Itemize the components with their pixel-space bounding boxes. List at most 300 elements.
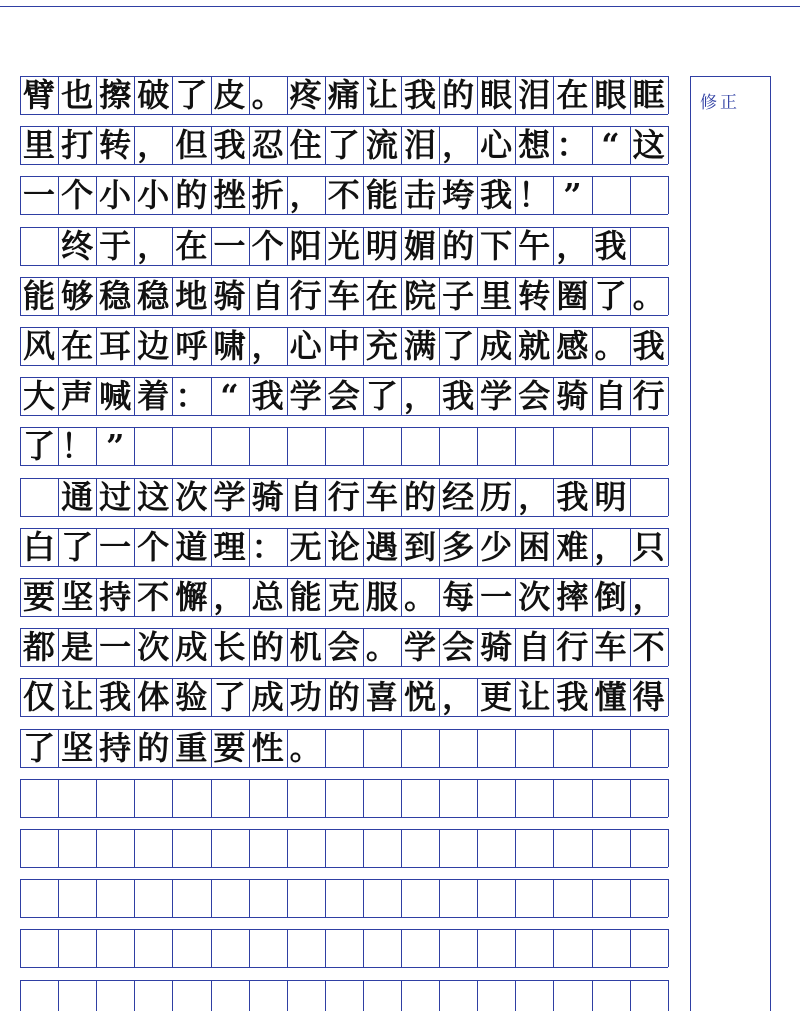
essay-char: 我 bbox=[556, 477, 589, 516]
essay-char: 地 bbox=[175, 276, 208, 315]
essay-char: 难 bbox=[556, 527, 589, 566]
grid-cell-divider bbox=[592, 929, 593, 967]
essay-char: 痛 bbox=[327, 76, 360, 114]
essay-char: 了 bbox=[213, 678, 246, 717]
grid-cell-divider bbox=[20, 879, 21, 917]
essay-char: ！ bbox=[61, 427, 94, 466]
essay-char: 车 bbox=[327, 276, 360, 315]
essay-char: 转 bbox=[99, 126, 132, 165]
essay-char: 也 bbox=[61, 76, 94, 114]
essay-char: 光 bbox=[327, 226, 360, 265]
grid-cell-divider bbox=[58, 929, 59, 967]
grid-row-bottom bbox=[20, 666, 668, 667]
essay-char: 是 bbox=[61, 628, 94, 667]
essay-char: 让 bbox=[518, 678, 551, 717]
essay-char: 体 bbox=[137, 678, 170, 717]
essay-char: ” bbox=[105, 427, 125, 466]
essay-char: 让 bbox=[365, 76, 398, 114]
grid-cell-divider bbox=[249, 929, 250, 967]
grid-row-bottom bbox=[20, 415, 668, 416]
grid-cell-divider bbox=[134, 779, 135, 817]
grid-cell-divider bbox=[211, 779, 212, 817]
essay-char: 耳 bbox=[99, 327, 132, 365]
grid-cell-divider bbox=[58, 879, 59, 917]
grid-cell-divider bbox=[249, 829, 250, 867]
essay-char: 行 bbox=[327, 477, 360, 516]
essay-char: 充 bbox=[365, 327, 398, 365]
essay-char: 擦 bbox=[99, 76, 132, 114]
essay-char: 喜 bbox=[365, 678, 398, 717]
grid-cell-divider bbox=[20, 980, 21, 1011]
essay-char: 成 bbox=[175, 628, 208, 667]
essay-char: 了 bbox=[442, 327, 475, 365]
essay-char: 骑 bbox=[480, 628, 513, 667]
grid-cell-divider bbox=[58, 980, 59, 1011]
essay-char: 功 bbox=[289, 678, 322, 717]
essay-char: 每 bbox=[442, 578, 475, 616]
grid-cell-divider bbox=[553, 879, 554, 917]
grid-cell-divider bbox=[630, 829, 631, 867]
essay-char: 我 bbox=[442, 377, 475, 416]
grid-cell-divider bbox=[401, 980, 402, 1011]
essay-char: 总 bbox=[251, 578, 284, 616]
essay-char: ： bbox=[556, 126, 589, 165]
essay-char: 自 bbox=[251, 276, 284, 315]
grid-cell-divider bbox=[325, 779, 326, 817]
grid-cell-divider bbox=[668, 929, 669, 967]
grid-cell-divider bbox=[172, 829, 173, 867]
essay-char: “ bbox=[601, 126, 620, 165]
essay-char: 都 bbox=[22, 628, 55, 667]
essay-char: 经 bbox=[442, 477, 475, 516]
grid-row-bottom bbox=[20, 566, 668, 567]
essay-char: 里 bbox=[480, 276, 513, 315]
essay-char: 午 bbox=[518, 226, 551, 265]
essay-char: 的 bbox=[327, 678, 360, 717]
essay-char: ， bbox=[251, 327, 284, 365]
essay-char: 。 bbox=[251, 76, 284, 114]
grid-row-bottom bbox=[20, 767, 668, 768]
grid-cell-divider bbox=[515, 779, 516, 817]
grid-cell-divider bbox=[325, 829, 326, 867]
grid-cell-divider bbox=[96, 980, 97, 1011]
grid-row-top bbox=[20, 980, 668, 981]
grid-row-bottom bbox=[20, 516, 668, 517]
essay-char: 骑 bbox=[213, 276, 246, 315]
essay-char: ， bbox=[442, 126, 475, 165]
grid-cell-divider bbox=[401, 779, 402, 817]
essay-char: 成 bbox=[251, 678, 284, 717]
essay-char: 悦 bbox=[403, 678, 436, 717]
grid-cell-divider bbox=[515, 929, 516, 967]
grid-cell-divider bbox=[515, 829, 516, 867]
essay-char: 服 bbox=[365, 578, 398, 616]
essay-char: 一 bbox=[99, 628, 132, 667]
essay-char: 稳 bbox=[137, 276, 170, 315]
essay-char: 呼 bbox=[175, 327, 208, 365]
essay-char: 次 bbox=[518, 578, 551, 616]
grid-cell-divider bbox=[211, 929, 212, 967]
grid-cell-divider bbox=[668, 829, 669, 867]
essay-char: 行 bbox=[632, 377, 665, 416]
essay-char: 倒 bbox=[594, 578, 627, 616]
essay-char: 摔 bbox=[556, 578, 589, 616]
grid-row-bottom bbox=[20, 917, 668, 918]
grid-cell-divider bbox=[325, 879, 326, 917]
essay-char: 大 bbox=[22, 377, 55, 416]
grid-cell-divider bbox=[515, 879, 516, 917]
essay-char: ， bbox=[594, 527, 627, 566]
essay-char: 我 bbox=[403, 76, 436, 114]
essay-char: 明 bbox=[594, 477, 627, 516]
essay-char: 稳 bbox=[99, 276, 132, 315]
essay-char: 困 bbox=[518, 527, 551, 566]
essay-char: 仅 bbox=[22, 678, 55, 717]
essay-char: 明 bbox=[365, 226, 398, 265]
essay-char: 骑 bbox=[251, 477, 284, 516]
essay-char: 。 bbox=[289, 728, 322, 767]
essay-char: 臂 bbox=[22, 76, 55, 114]
essay-char: 会 bbox=[327, 377, 360, 416]
essay-char: 不 bbox=[137, 578, 170, 616]
correction-column-top bbox=[690, 76, 770, 77]
essay-char: 想 bbox=[518, 126, 551, 165]
essay-char: 院 bbox=[403, 276, 436, 315]
essay-char: 的 bbox=[137, 728, 170, 767]
essay-char: 打 bbox=[61, 126, 94, 165]
grid-cell-divider bbox=[439, 779, 440, 817]
grid-row-bottom bbox=[20, 164, 668, 165]
grid-cell-divider bbox=[630, 980, 631, 1011]
essay-char: 持 bbox=[99, 728, 132, 767]
essay-char: 皮 bbox=[213, 76, 246, 114]
grid-cell-divider bbox=[287, 779, 288, 817]
essay-char: 这 bbox=[632, 126, 665, 165]
essay-char: 学 bbox=[213, 477, 246, 516]
correction-column-divider bbox=[690, 76, 691, 1011]
essay-char: 了 bbox=[175, 76, 208, 114]
essay-char: 眼 bbox=[594, 76, 627, 114]
essay-char: 理 bbox=[213, 527, 246, 566]
essay-char: 自 bbox=[594, 377, 627, 416]
grid-row-bottom bbox=[20, 465, 668, 466]
essay-char: 懂 bbox=[594, 678, 627, 717]
essay-char: 我 bbox=[251, 377, 284, 416]
essay-char: 我 bbox=[632, 327, 665, 365]
essay-char: 住 bbox=[289, 126, 322, 165]
grid-cell-divider bbox=[211, 879, 212, 917]
essay-char: 持 bbox=[99, 578, 132, 616]
essay-char: 学 bbox=[289, 377, 322, 416]
essay-char: 长 bbox=[213, 628, 246, 667]
grid-cell-divider bbox=[20, 929, 21, 967]
essay-char: 能 bbox=[289, 578, 322, 616]
essay-char: 要 bbox=[213, 728, 246, 767]
essay-char: ， bbox=[518, 477, 551, 516]
grid-cell-divider bbox=[58, 829, 59, 867]
grid-cell-divider bbox=[439, 829, 440, 867]
grid-cell-divider bbox=[172, 779, 173, 817]
essay-char: 要 bbox=[22, 578, 55, 616]
essay-char: 忍 bbox=[251, 126, 284, 165]
essay-char: 够 bbox=[61, 276, 94, 315]
grid-row-bottom bbox=[20, 817, 668, 818]
grid-cell-divider bbox=[439, 879, 440, 917]
grid-cell-divider bbox=[134, 879, 135, 917]
essay-char: 边 bbox=[137, 327, 170, 365]
essay-char: 挫 bbox=[213, 176, 246, 215]
grid-cell-divider bbox=[668, 980, 669, 1011]
essay-char: ， bbox=[289, 176, 322, 215]
essay-char: 中 bbox=[327, 327, 360, 365]
essay-char: ： bbox=[251, 527, 284, 566]
essay-char: 破 bbox=[137, 76, 170, 114]
grid-cell-divider bbox=[172, 980, 173, 1011]
grid-cell-divider bbox=[211, 829, 212, 867]
grid-cell-divider bbox=[515, 980, 516, 1011]
essay-char: 能 bbox=[365, 176, 398, 215]
grid-cell-divider bbox=[553, 929, 554, 967]
grid-cell-divider bbox=[363, 779, 364, 817]
essay-char: 自 bbox=[518, 628, 551, 667]
essay-char: 车 bbox=[594, 628, 627, 667]
grid-cell-divider bbox=[20, 779, 21, 817]
essay-char: “ bbox=[220, 377, 239, 416]
essay-char: ” bbox=[563, 176, 582, 215]
essay-char: 会 bbox=[518, 377, 551, 416]
essay-char: 阳 bbox=[289, 226, 322, 265]
essay-char: 车 bbox=[365, 477, 398, 516]
essay-char: ， bbox=[137, 126, 170, 165]
essay-char: 机 bbox=[289, 628, 322, 667]
essay-char: 次 bbox=[137, 628, 170, 667]
grid-cell-divider bbox=[592, 879, 593, 917]
grid-cell-divider bbox=[96, 929, 97, 967]
essay-char: 圈 bbox=[556, 276, 589, 315]
grid-cell-divider bbox=[249, 779, 250, 817]
essay-char: 性 bbox=[251, 728, 284, 767]
grid-cell-divider bbox=[401, 879, 402, 917]
essay-char: 媚 bbox=[403, 226, 436, 265]
essay-char: 次 bbox=[175, 477, 208, 516]
essay-char: 我 bbox=[556, 678, 589, 717]
essay-char: 能 bbox=[22, 276, 55, 315]
essay-char: 泪 bbox=[518, 76, 551, 114]
grid-row-bottom bbox=[20, 967, 668, 968]
essay-char: 感 bbox=[556, 327, 589, 365]
grid-cell-divider bbox=[477, 879, 478, 917]
essay-char: 垮 bbox=[442, 176, 475, 215]
grid-cell-divider bbox=[249, 879, 250, 917]
grid-cell-divider bbox=[477, 779, 478, 817]
grid-row-bottom bbox=[20, 365, 668, 366]
grid-row-top bbox=[20, 929, 668, 930]
grid-cell-divider bbox=[96, 879, 97, 917]
essay-char: 。 bbox=[403, 578, 436, 616]
grid-cell-divider bbox=[553, 829, 554, 867]
essay-char: 的 bbox=[403, 477, 436, 516]
essay-char: 终 bbox=[61, 226, 94, 265]
essay-char: 小 bbox=[137, 176, 170, 215]
essay-char: 小 bbox=[99, 176, 132, 215]
essay-char: 更 bbox=[480, 678, 513, 717]
essay-char: 疼 bbox=[289, 76, 322, 114]
grid-row-bottom bbox=[20, 214, 668, 215]
essay-char: 啸 bbox=[213, 327, 246, 365]
essay-char: 行 bbox=[556, 628, 589, 667]
essay-char: 学 bbox=[403, 628, 436, 667]
grid-row-bottom bbox=[20, 114, 668, 115]
essay-char: 骑 bbox=[556, 377, 589, 416]
essay-char: 就 bbox=[518, 327, 551, 365]
essay-char: 眶 bbox=[632, 76, 665, 114]
essay-char: 在 bbox=[61, 327, 94, 365]
essay-char: 一 bbox=[99, 527, 132, 566]
essay-char: 过 bbox=[99, 477, 132, 516]
essay-char: 坚 bbox=[61, 578, 94, 616]
grid-cell-divider bbox=[363, 929, 364, 967]
essay-char: 于 bbox=[99, 226, 132, 265]
essay-char: ， bbox=[213, 578, 246, 616]
essay-char: 通 bbox=[61, 477, 94, 516]
essay-char: 了 bbox=[22, 427, 55, 466]
essay-char: 一 bbox=[480, 578, 513, 616]
grid-cell-divider bbox=[363, 879, 364, 917]
grid-cell-divider bbox=[325, 980, 326, 1011]
essay-char: 个 bbox=[251, 226, 284, 265]
essay-char: 但 bbox=[175, 126, 208, 165]
grid-cell-divider bbox=[287, 980, 288, 1011]
essay-char: 击 bbox=[403, 176, 436, 215]
grid-cell-divider bbox=[439, 980, 440, 1011]
essay-char: 少 bbox=[480, 527, 513, 566]
essay-char: 流 bbox=[365, 126, 398, 165]
essay-char: 了 bbox=[22, 728, 55, 767]
grid-cell-divider bbox=[477, 929, 478, 967]
grid-cell-divider bbox=[553, 980, 554, 1011]
essay-char: 心 bbox=[289, 327, 322, 365]
correction-column-right bbox=[770, 76, 771, 1011]
grid-cell-divider bbox=[668, 879, 669, 917]
essay-char: 在 bbox=[556, 76, 589, 114]
grid-row-bottom bbox=[20, 315, 668, 316]
essay-char: 了 bbox=[327, 126, 360, 165]
essay-char: 无 bbox=[289, 527, 322, 566]
essay-char: 泪 bbox=[403, 126, 436, 165]
essay-char: 论 bbox=[327, 527, 360, 566]
grid-row-bottom bbox=[20, 616, 668, 617]
essay-char: 一 bbox=[22, 176, 55, 215]
essay-char: 懈 bbox=[175, 578, 208, 616]
essay-char: 。 bbox=[632, 276, 665, 315]
essay-char: 得 bbox=[632, 678, 665, 717]
essay-char: 风 bbox=[22, 327, 55, 365]
grid-cell-divider bbox=[477, 980, 478, 1011]
essay-char: 坚 bbox=[61, 728, 94, 767]
essay-char: 多 bbox=[442, 527, 475, 566]
essay-char: ， bbox=[137, 226, 170, 265]
grid-cell-divider bbox=[363, 829, 364, 867]
essay-char: 到 bbox=[403, 527, 436, 566]
essay-char: ： bbox=[175, 377, 208, 416]
essay-char: 这 bbox=[137, 477, 170, 516]
essay-char: 克 bbox=[327, 578, 360, 616]
grid-cell-divider bbox=[96, 829, 97, 867]
grid-row-bottom bbox=[20, 867, 668, 868]
essay-char: 让 bbox=[61, 678, 94, 717]
grid-cell-divider bbox=[172, 879, 173, 917]
essay-char: 里 bbox=[22, 126, 55, 165]
grid-cell-divider bbox=[134, 980, 135, 1011]
grid-cell-divider bbox=[401, 929, 402, 967]
essay-char: 着 bbox=[137, 377, 170, 416]
essay-char: 。 bbox=[365, 628, 398, 667]
grid-cell-divider bbox=[134, 829, 135, 867]
grid-cell-divider bbox=[363, 980, 364, 1011]
essay-char: 一 bbox=[213, 226, 246, 265]
essay-char: 的 bbox=[175, 176, 208, 215]
essay-char: 我 bbox=[480, 176, 513, 215]
essay-char: 的 bbox=[442, 226, 475, 265]
essay-char: 下 bbox=[480, 226, 513, 265]
essay-char: 的 bbox=[251, 628, 284, 667]
essay-char: 了 bbox=[594, 276, 627, 315]
grid-row-top bbox=[20, 879, 668, 880]
grid-cell-divider bbox=[592, 829, 593, 867]
essay-char: 只 bbox=[632, 527, 665, 566]
essay-char: 子 bbox=[442, 276, 475, 315]
essay-char: 喊 bbox=[99, 377, 132, 416]
essay-char: ， bbox=[442, 678, 475, 717]
grid-cell-divider bbox=[20, 829, 21, 867]
essay-char: 行 bbox=[289, 276, 322, 315]
essay-char: 会 bbox=[442, 628, 475, 667]
grid-cell-divider bbox=[287, 829, 288, 867]
correction-column-label: 修正 bbox=[700, 93, 740, 113]
essay-char: 眼 bbox=[480, 76, 513, 114]
essay-char: ， bbox=[632, 578, 665, 616]
essay-char: 了 bbox=[61, 527, 94, 566]
grid-cell-divider bbox=[592, 779, 593, 817]
essay-char: 我 bbox=[99, 678, 132, 717]
essay-char: 不 bbox=[632, 628, 665, 667]
essay-char: 重 bbox=[175, 728, 208, 767]
essay-char: 个 bbox=[61, 176, 94, 215]
grid-cell-divider bbox=[96, 779, 97, 817]
grid-cell-divider bbox=[668, 779, 669, 817]
essay-char: 的 bbox=[442, 76, 475, 114]
essay-char: 。 bbox=[594, 327, 627, 365]
essay-char: 满 bbox=[403, 327, 436, 365]
essay-char: 心 bbox=[480, 126, 513, 165]
grid-cell-divider bbox=[58, 779, 59, 817]
essay-char: 验 bbox=[175, 678, 208, 717]
grid-row-bottom bbox=[20, 716, 668, 717]
grid-cell-divider bbox=[287, 879, 288, 917]
essay-char: 我 bbox=[594, 226, 627, 265]
essay-char: 个 bbox=[137, 527, 170, 566]
essay-char: 白 bbox=[22, 527, 55, 566]
essay-char: 声 bbox=[61, 377, 94, 416]
grid-cell-divider bbox=[553, 779, 554, 817]
essay-char: 不 bbox=[327, 176, 360, 215]
essay-char: 折 bbox=[251, 176, 284, 215]
essay-char: 道 bbox=[175, 527, 208, 566]
grid-cell-divider bbox=[287, 929, 288, 967]
grid-row-bottom bbox=[20, 265, 668, 266]
grid-row-top bbox=[20, 829, 668, 830]
grid-cell-divider bbox=[211, 980, 212, 1011]
